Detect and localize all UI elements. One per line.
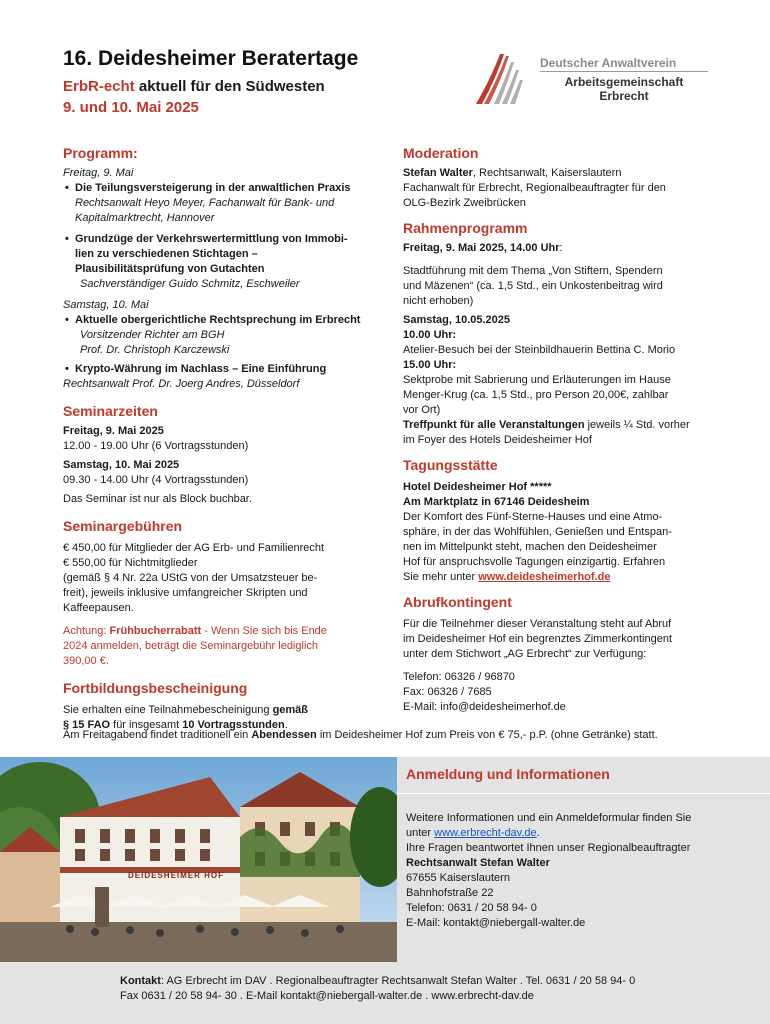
fortbildung-text: Sie erhalten eine Teilnahmebescheinigung gemäß § 15 FAO für insgesamt 10 Vortragsstunden. [63,704,309,731]
dav-logo-icon [470,48,532,110]
erbrecht-website-link[interactable]: www.erbrecht-dav.de [434,827,537,839]
moderation-heading: Moderation [403,145,479,161]
footer-contact: Kontakt: AG Erbrecht im DAV . Regionalbeauftragter Rechtsanwalt Stefan Walter . Tel. 0631 / 20 58 94- 0 Fax 0631 / 20 58 94- 30 . E-Mail kontakt@niebergall-walter.de . www.erbrecht-dav.de [120,975,636,1002]
rahmen-saturday-text2: Sektprobe mit Sabrierung und Erläuterungen im Hause Menger-Krug (ca. 1,5 Std., pro Person 20,00€, zahlbar vor Ort) [403,374,671,416]
programm-item4-title: • Krypto-Währung im Nachlass – Eine Einführung [63,362,373,377]
tagung-text: Der Komfort des Fünf-Sterne-Hauses und eine Atmo- sphäre, in der das Wohlfühlen, Genießen und Entspan- nen im Mittelpunkt steht, machen den Deidesheimer Hof für anspruchsvolle Tagungen einzigartig. Erfahren Sie mehr unter www.deidesheimerhof.de [403,511,672,583]
programm-day2: Samstag, 10. Mai [63,299,149,311]
programm-item1-title: • Die Teilungsversteigerung in der anwaltlichen Praxis [63,181,373,196]
tagung-heading: Tagungsstätte [403,457,498,473]
logo-org: Deutscher Anwaltverein [540,56,677,70]
right-column [403,144,723,715]
hotel-photo [0,757,397,962]
moderation-text: Stefan Walter, Rechtsanwalt, Kaiserslautern Fachanwalt für Erbrecht, Regionalbeauftragter für den OLG-Bezirk Zweibrücken [403,167,666,209]
hotel-website-link[interactable]: www.deidesheimerhof.de [478,571,611,583]
seminarzeiten-day1-label: Freitag, 9. Mai 2025 [63,425,164,437]
logo-divider [540,71,708,72]
rahmen-friday-text: Stadtführung mit dem Thema „Von Stiftern, Spendern und Mäzenen“ (ca. 1,5 Std., ein Unkostenbeitrag wird nicht erhoben) [403,265,663,307]
programm-heading: Programm: [63,145,138,161]
seminarzeiten-note: Das Seminar ist nur als Block buchbar. [63,493,252,505]
programm-item3-title: • Aktuelle obergerichtliche Rechtsprechung im Erbrecht [63,313,373,328]
logo-group: Arbeitsgemeinschaft Erbrecht [564,75,684,103]
tagung-address: Am Marktplatz in 67146 Deidesheim [403,496,590,508]
rahmen-heading: Rahmenprogramm [403,220,528,236]
programm-day1: Freitag, 9. Mai [63,167,134,179]
page-title: 16. Deidesheimer Beratertage [63,47,359,70]
hotel-sign: DEIDESHEIMER HOF [128,871,225,880]
hotel-photo-image [0,757,397,962]
programm-item3-speaker: Vorsitzender Richter am BGH Prof. Dr. Christoph Karczewski [80,329,230,356]
event-dates: 9. und 10. Mai 2025 [63,99,199,116]
programm-item1-speaker: Rechtsanwalt Heyo Meyer, Fachanwalt für Bank- und Kapitalmarktrecht, Hannover [75,197,335,224]
abruf-contact: Telefon: 06326 / 96870 Fax: 06326 / 7685 E-Mail: info@deidesheimerhof.de [403,671,566,713]
gebuehren-heading: Seminargebühren [63,518,183,534]
programm-item2-title: • Grundzüge der Verkehrswertermittlung von Immobi- lien zu verschiedenen Stichtagen – Plausibilitätsprüfung von Gutachten [63,232,373,277]
header [63,46,443,118]
seminarzeiten-heading: Seminarzeiten [63,403,158,419]
dav-logo [470,48,710,110]
anmeldung-panel [397,757,770,962]
left-column [63,144,373,733]
seminarzeiten-day1-time: 12.00 - 19.00 Uhr (6 Vortragsstunden) [63,440,249,452]
rahmen-friday-label: Freitag, 9. Mai 2025, 14.00 Uhr: [403,242,563,254]
rahmen-treffpunkt: Treffpunkt für alle Veranstaltungen jeweils ¼ Std. vorher im Foyer des Hotels Deidesheimer Hof [403,419,690,446]
abendessen-note: Am Freitagabend findet traditionell ein Abendessen im Deidesheimer Hof zum Preis von € 75,- p.P. (ohne Getränke) statt. [63,729,658,741]
abruf-text: Für die Teilnehmer dieser Veranstaltung steht auf Abruf im Deidesheimer Hof ein begrenztes Zimmerkontingent unter dem Stichwort „AG Erbrecht“ zur Verfügung: [403,618,673,660]
anmeldung-divider [397,793,770,794]
footer [0,962,770,1024]
fortbildung-heading: Fortbildungsbescheinigung [63,680,248,696]
programm-item4-speaker: Rechtsanwalt Prof. Dr. Joerg Andres, Düsseldorf [63,378,300,390]
anmeldung-heading: Anmeldung und Informationen [406,766,610,782]
rahmen-saturday-time1: 10.00 Uhr: [403,329,457,341]
abruf-heading: Abrufkontingent [403,594,512,610]
rahmen-saturday-label: Samstag, 10.05.2025 [403,314,511,326]
programm-item2-speaker: Sachverständiger Guido Schmitz, Eschweiler [80,278,300,290]
rahmen-saturday-time2: 15.00 Uhr: [403,359,457,371]
gebuehren-text: € 450,00 für Mitglieder der AG Erb- und Familienrecht € 550,00 für Nichtmitglieder (gemäß § 4 Nr. 22a UStG von der Umsatzsteuer be- freit), jeweils inklusive umfangreicher Skripten und Kaffeepausen. [63,542,325,614]
rahmen-saturday-text1: Atelier-Besuch bei der Steinbildhauerin Bettina C. Morio [403,344,676,356]
tagung-hotel: Hotel Deidesheimer Hof ***** [403,481,552,493]
anmeldung-text: Weitere Informationen und ein Anmeldeformular finden Sie unter www.erbrecht-dav.de. Ihre Fragen beantwortet Ihnen unser Regionalbeauftragter Rechtsanwalt Stefan Walter 67655 Kaiserslautern Bahnhofstraße 22 Telefon: 0631 / 20 58 94- 0 E-Mail: kontakt@niebergall-walter.de [406,812,692,929]
fruehbucher-note: Achtung: Frühbucherrabatt - Wenn Sie sich bis Ende 2024 anmelden, beträgt die Seminargebühr lediglich 390,00 €. [63,625,327,667]
seminarzeiten-day2-time: 09.30 - 14.00 Uhr (4 Vortragsstunden) [63,474,249,486]
seminarzeiten-day2-label: Samstag, 10. Mai 2025 [63,459,180,471]
subtitle: ErbR-echt aktuell für den Südwesten [63,78,325,95]
